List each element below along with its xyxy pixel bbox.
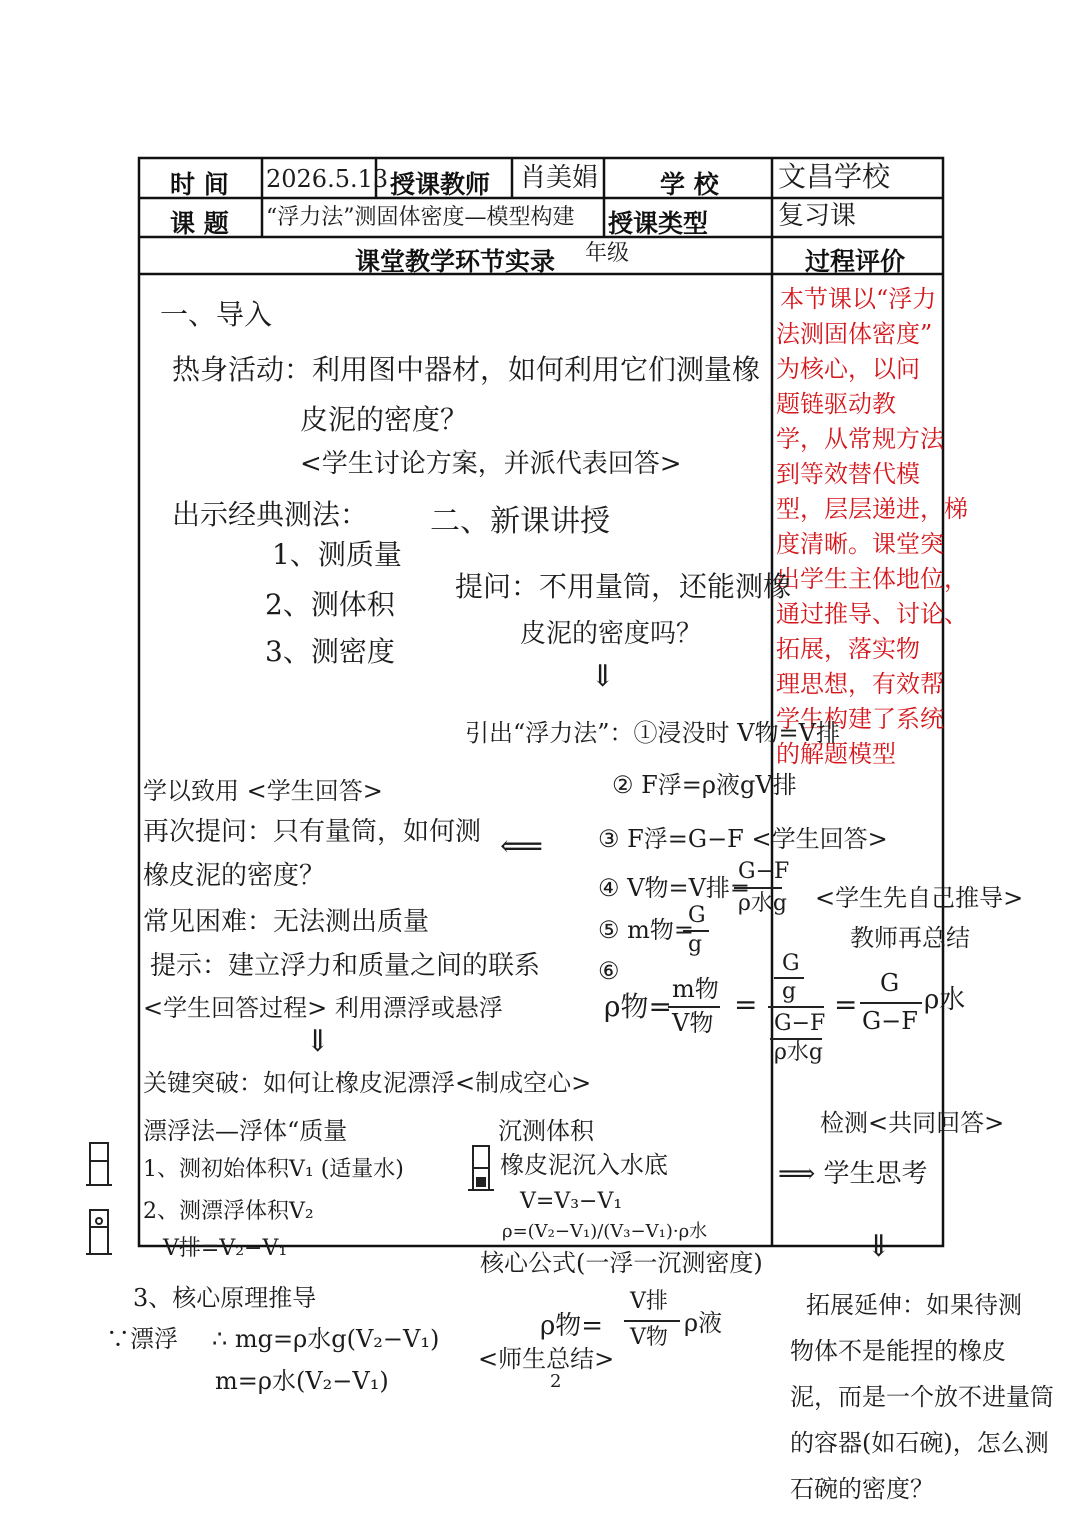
core-rho: ρ物= xyxy=(540,1311,604,1341)
fraction-bar xyxy=(624,1320,680,1322)
float-step: 1、测初始体积V₁ (适量水) xyxy=(143,1157,404,1182)
page-number: 2 xyxy=(550,1371,562,1392)
fraction-numerator: G−F xyxy=(738,859,790,884)
eval-line: 的解题模型 xyxy=(776,740,896,768)
time-label: 时 间 xyxy=(170,170,229,199)
think-line: ⟹ 学生思考 xyxy=(778,1159,928,1189)
teacher-label: 授课教师 xyxy=(390,170,491,199)
derive-line: ∴ mg=ρ水g(V₂−V₁) xyxy=(212,1325,440,1353)
extension-line: 物体不是能捏的橡皮 xyxy=(790,1337,1006,1365)
derive-line: ∵漂浮 xyxy=(106,1325,178,1353)
float-step: V排=V₂−V₁ xyxy=(163,1236,288,1261)
core-line: <师生总结> xyxy=(478,1345,615,1373)
left-arrow: ⟸ xyxy=(500,829,544,864)
eval-line: 学，从常规方法 xyxy=(776,425,944,453)
key-line: 关键突破：如何让橡皮泥漂浮<制成空心> xyxy=(143,1069,592,1097)
question-line: 提问：不用量筒，还能测橡 xyxy=(455,570,792,603)
down-arrow: ⇓ xyxy=(305,1024,331,1059)
core-tail: ρ液 xyxy=(684,1309,723,1337)
section-two-title: 二、新课讲授 xyxy=(430,504,610,539)
derive-line: m=ρ水(V₂−V₁) xyxy=(215,1367,389,1395)
fraction-denominator: G−F xyxy=(862,1007,918,1035)
derive-line: 3、核心原理推导 xyxy=(133,1284,317,1312)
eval-line: 题链驱动教 xyxy=(776,390,896,418)
fraction-denominator: g xyxy=(688,932,703,957)
apply-line: 橡皮泥的密度？ xyxy=(143,861,326,891)
classic-step: 3、测密度 xyxy=(265,635,395,668)
equals: = xyxy=(834,988,858,1021)
eval-line: 通过推导、讨论、 xyxy=(776,600,968,628)
eval-line: 法测固体密度” xyxy=(776,320,933,348)
apply-line: 再次提问：只有量筒，如何测 xyxy=(143,817,482,847)
extension-line: 拓展延伸：如果待测 xyxy=(806,1291,1022,1319)
rho-water: ρ水 xyxy=(924,985,966,1015)
note: <学生先自己推导> xyxy=(815,884,1024,912)
formula-step: ⑤ m物= xyxy=(598,916,695,944)
fraction-numerator: m物 xyxy=(672,975,719,1003)
eval-line: 本节课以“浮力 xyxy=(780,285,937,313)
equals: = xyxy=(734,988,758,1021)
float-step: 2、测漂浮体积V₂ xyxy=(143,1199,314,1224)
apply-line: <学生回答过程> 利用漂浮或悬浮 xyxy=(143,994,503,1022)
fraction-bar xyxy=(768,1006,824,1008)
eval-line: 拓展，落实物 xyxy=(776,635,920,663)
fraction-bar xyxy=(860,1002,922,1004)
eval-line: 理思想，有效帮 xyxy=(776,670,944,698)
formula-step: ⑥ xyxy=(598,957,620,985)
lesson-type-label: 授课类型 xyxy=(608,209,709,238)
formula-step: 引出“浮力法”：①浸没时 V物=V排 xyxy=(465,719,840,747)
time-value: 2026.5.13 xyxy=(266,165,389,193)
record-label: 课堂教学环节实录 xyxy=(355,247,556,276)
fraction-denominator: V物 xyxy=(630,1325,668,1350)
sink-step: 橡皮泥沉入水底 xyxy=(500,1151,668,1179)
fraction-part: G−F xyxy=(774,1011,826,1036)
eval-line: 到等效替代模 xyxy=(776,460,920,488)
eval-line: 学生构建了系统 xyxy=(776,705,944,733)
apply-line: 提示：建立浮力和质量之间的联系 xyxy=(150,951,541,981)
warmup-line: 皮泥的密度？ xyxy=(300,403,469,436)
section-one-title: 一、导入 xyxy=(160,298,273,331)
down-arrow: ⇓ xyxy=(590,659,616,694)
formula-step: ④ V物=V排= xyxy=(598,874,751,902)
fraction-denominator: ρ水g xyxy=(738,891,788,916)
apply-line: 学以致用 <学生回答> xyxy=(143,777,383,805)
graduated-cylinder-icon xyxy=(464,1140,498,1200)
grade-note: 年级 xyxy=(585,241,630,266)
question-line: 皮泥的密度吗？ xyxy=(520,619,703,649)
fraction-part: g xyxy=(782,979,797,1004)
extension-line: 石碗的密度？ xyxy=(790,1475,934,1503)
eval-line: 度清晰。课堂突 xyxy=(776,530,944,558)
eval-line: 出学生主体地位， xyxy=(776,565,968,593)
fraction-bar xyxy=(734,887,782,889)
classic-title: 出示经典测法： xyxy=(172,498,369,531)
eval-line: 型，层层递进，梯 xyxy=(776,495,968,523)
topic-value: “浮力法”测固体密度—模型构建 xyxy=(266,205,575,230)
note: 教师再总结 xyxy=(850,924,970,952)
fraction-bar xyxy=(668,1006,720,1008)
fraction-part: G xyxy=(782,951,800,976)
warmup-line: 热身活动：利用图中器材，如何利用它们测量橡 xyxy=(172,353,761,386)
fraction-numerator: G xyxy=(880,969,900,997)
fraction-denominator: V物 xyxy=(672,1009,714,1037)
rho-label: ρ物= xyxy=(604,990,672,1023)
sink-step: ρ=(V₂−V₁)/(V₃−V₁)·ρ水 xyxy=(502,1221,708,1242)
fraction-numerator: G xyxy=(688,903,706,928)
teacher-value: 肖美娟 xyxy=(520,163,599,193)
sink-title: 沉测体积 xyxy=(498,1117,594,1145)
fraction-numerator: V排 xyxy=(630,1289,668,1314)
check-line: 检测<共同回答> xyxy=(820,1109,1005,1137)
fraction-part: ρ水g xyxy=(774,1040,824,1065)
formula-step: ③ F浮=G−F <学生回答> xyxy=(598,825,888,853)
down-arrow: ⇓ xyxy=(866,1229,892,1264)
float-title: 漂浮法—浮体“质量 xyxy=(143,1117,348,1145)
apply-line: 常见困难：无法测出质量 xyxy=(143,907,430,937)
topic-label: 课 题 xyxy=(170,209,229,238)
extension-line: 的容器(如石碗)，怎么测 xyxy=(790,1429,1049,1457)
classic-step: 2、测体积 xyxy=(265,588,395,621)
school-value: 文昌学校 xyxy=(778,160,891,193)
core-line: 核心公式(一浮一沉测密度) xyxy=(480,1249,763,1277)
sink-step: V=V₃−V₁ xyxy=(520,1189,623,1214)
warmup-line: <学生讨论方案，并派代表回答> xyxy=(300,449,682,479)
formula-step: ② F浮=ρ液gV排 xyxy=(612,771,797,799)
lesson-type-value: 复习课 xyxy=(778,201,857,231)
eval-line: 为核心，以问 xyxy=(776,355,920,383)
graduated-cylinder-icon xyxy=(80,1135,120,1265)
classic-step: 1、测质量 xyxy=(272,538,402,571)
extension-line: 泥，而是一个放不进量筒 xyxy=(790,1383,1054,1411)
school-label: 学 校 xyxy=(660,170,719,199)
eval-label: 过程评价 xyxy=(805,247,906,276)
